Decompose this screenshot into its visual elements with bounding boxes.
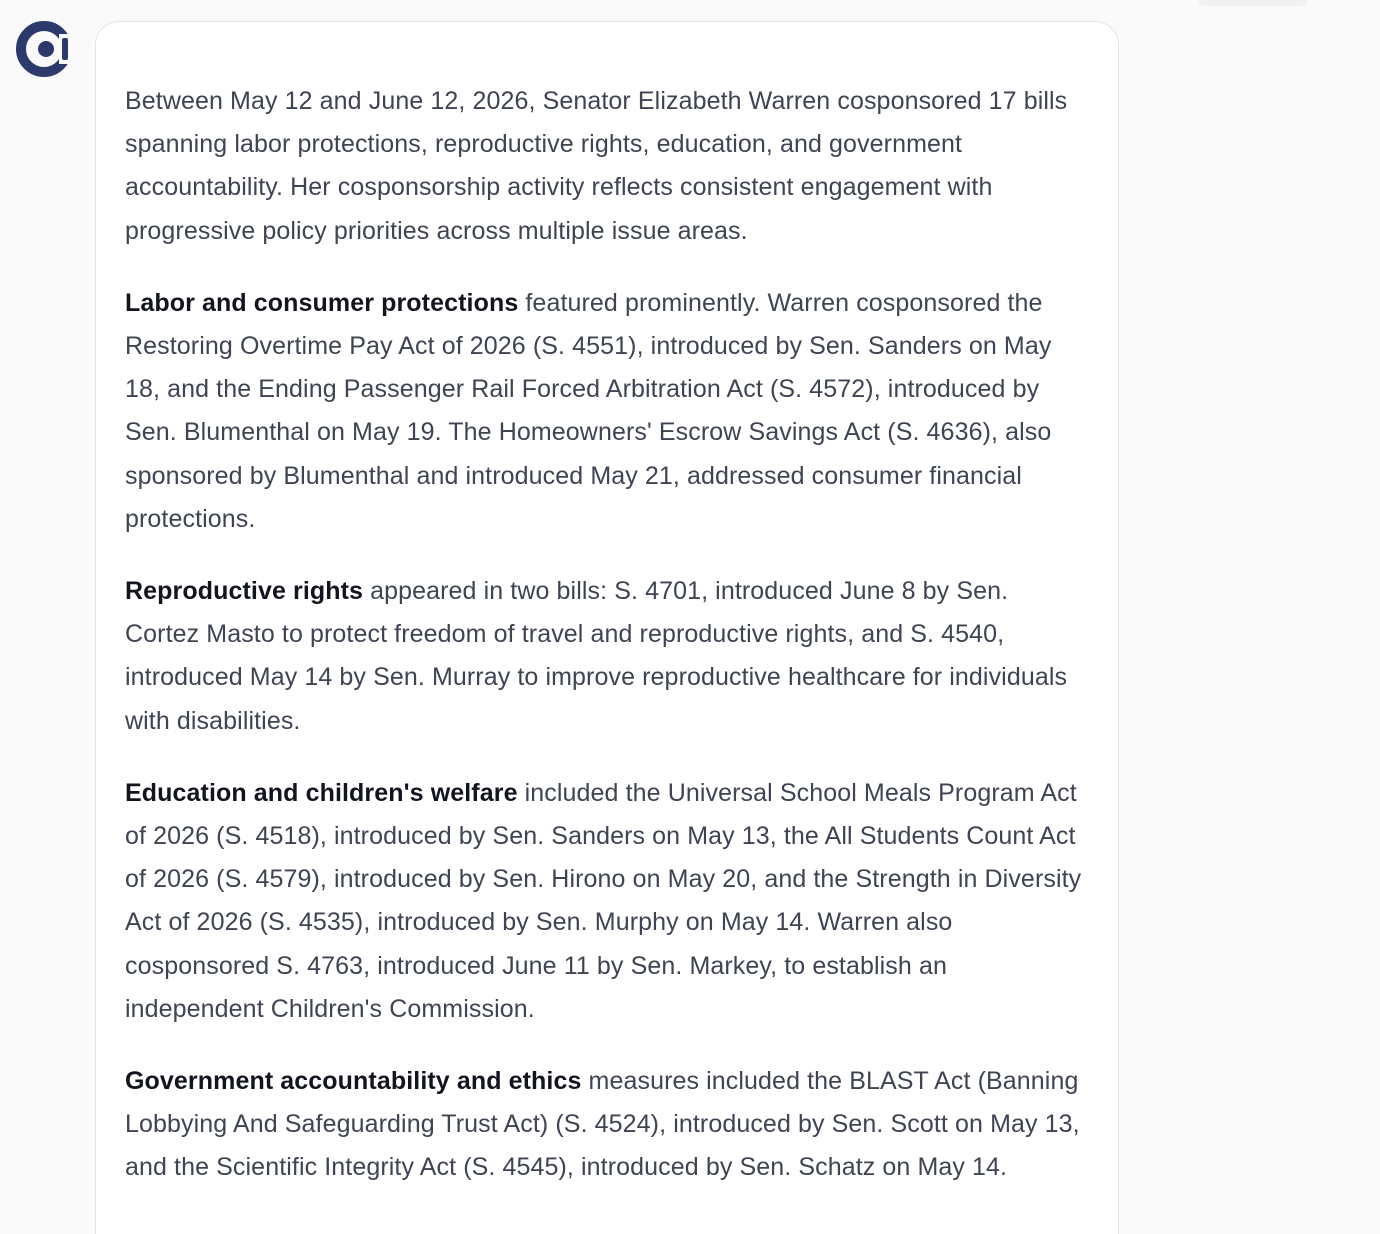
section-education bbox=[125, 772, 1088, 1031]
section-body: measures included the BLAST Act (Banning Lobbying And Safeguarding Trust Act) (S. 4524), introduced by Sen. Scott on May 13, and the Scientific Integrity Act (S. 4545), introduced by Sen. Schatz on May 14. bbox=[125, 1067, 1080, 1182]
section-reproductive bbox=[125, 570, 1088, 743]
section-heading: Reproductive rights bbox=[125, 577, 364, 606]
section-body: featured prominently. Warren cosponsored the Restoring Overtime Pay Act of 2026 (S. 4551), introduced by Sen. Sanders on May 18, and the Ending Passenger Rail Forced Arbitration Act (S. 4572), introduced by Sen. Blumenthal on May 19. The Homeowners' Escrow Savings Act (S. 4636), also sponsored by Blumenthal and introduced May 21, addressed consumer financial protections. bbox=[125, 288, 1052, 533]
assistant-message-card bbox=[95, 21, 1119, 1234]
section-accountability bbox=[125, 1060, 1088, 1190]
assistant-logo-icon bbox=[15, 20, 73, 78]
section-heading: Government accountability and ethics bbox=[125, 1067, 582, 1096]
section-body: appeared in two bills: S. 4701, introduced June 8 by Sen. Cortez Masto to protect freedom of travel and reproductive rights, and S. 4540, introduced May 14 by Sen. Murray to improve reproductive healthcare for individuals with disabilities. bbox=[125, 577, 1068, 735]
section-heading: Labor and consumer protections bbox=[125, 288, 519, 317]
section-labor bbox=[125, 282, 1088, 541]
section-heading: Education and children's welfare bbox=[125, 778, 518, 807]
summary-intro: Between May 12 and June 12, 2026, Senator Elizabeth Warren cosponsored 17 bills spanning labor protections, reproductive rights, education, and government accountability. Her cosponsorship activity reflects consistent engagement with progressive policy priorities across multiple issue areas. bbox=[125, 87, 1068, 245]
section-body: included the Universal School Meals Program Act of 2026 (S. 4518), introduced by Sen. Sanders on May 13, the All Students Count Act of 2026 (S. 4579), introduced by Sen. Hirono on May 20, and the Strength in Diversity Act of 2026 (S. 4535), introduced by Sen. Murphy on May 14. Warren also cosponsored S. 4763, introduced June 11 by Sen. Markey, to establish an independent Children's Commission. bbox=[125, 778, 1082, 1023]
top-scroll-pill bbox=[1198, 0, 1308, 6]
